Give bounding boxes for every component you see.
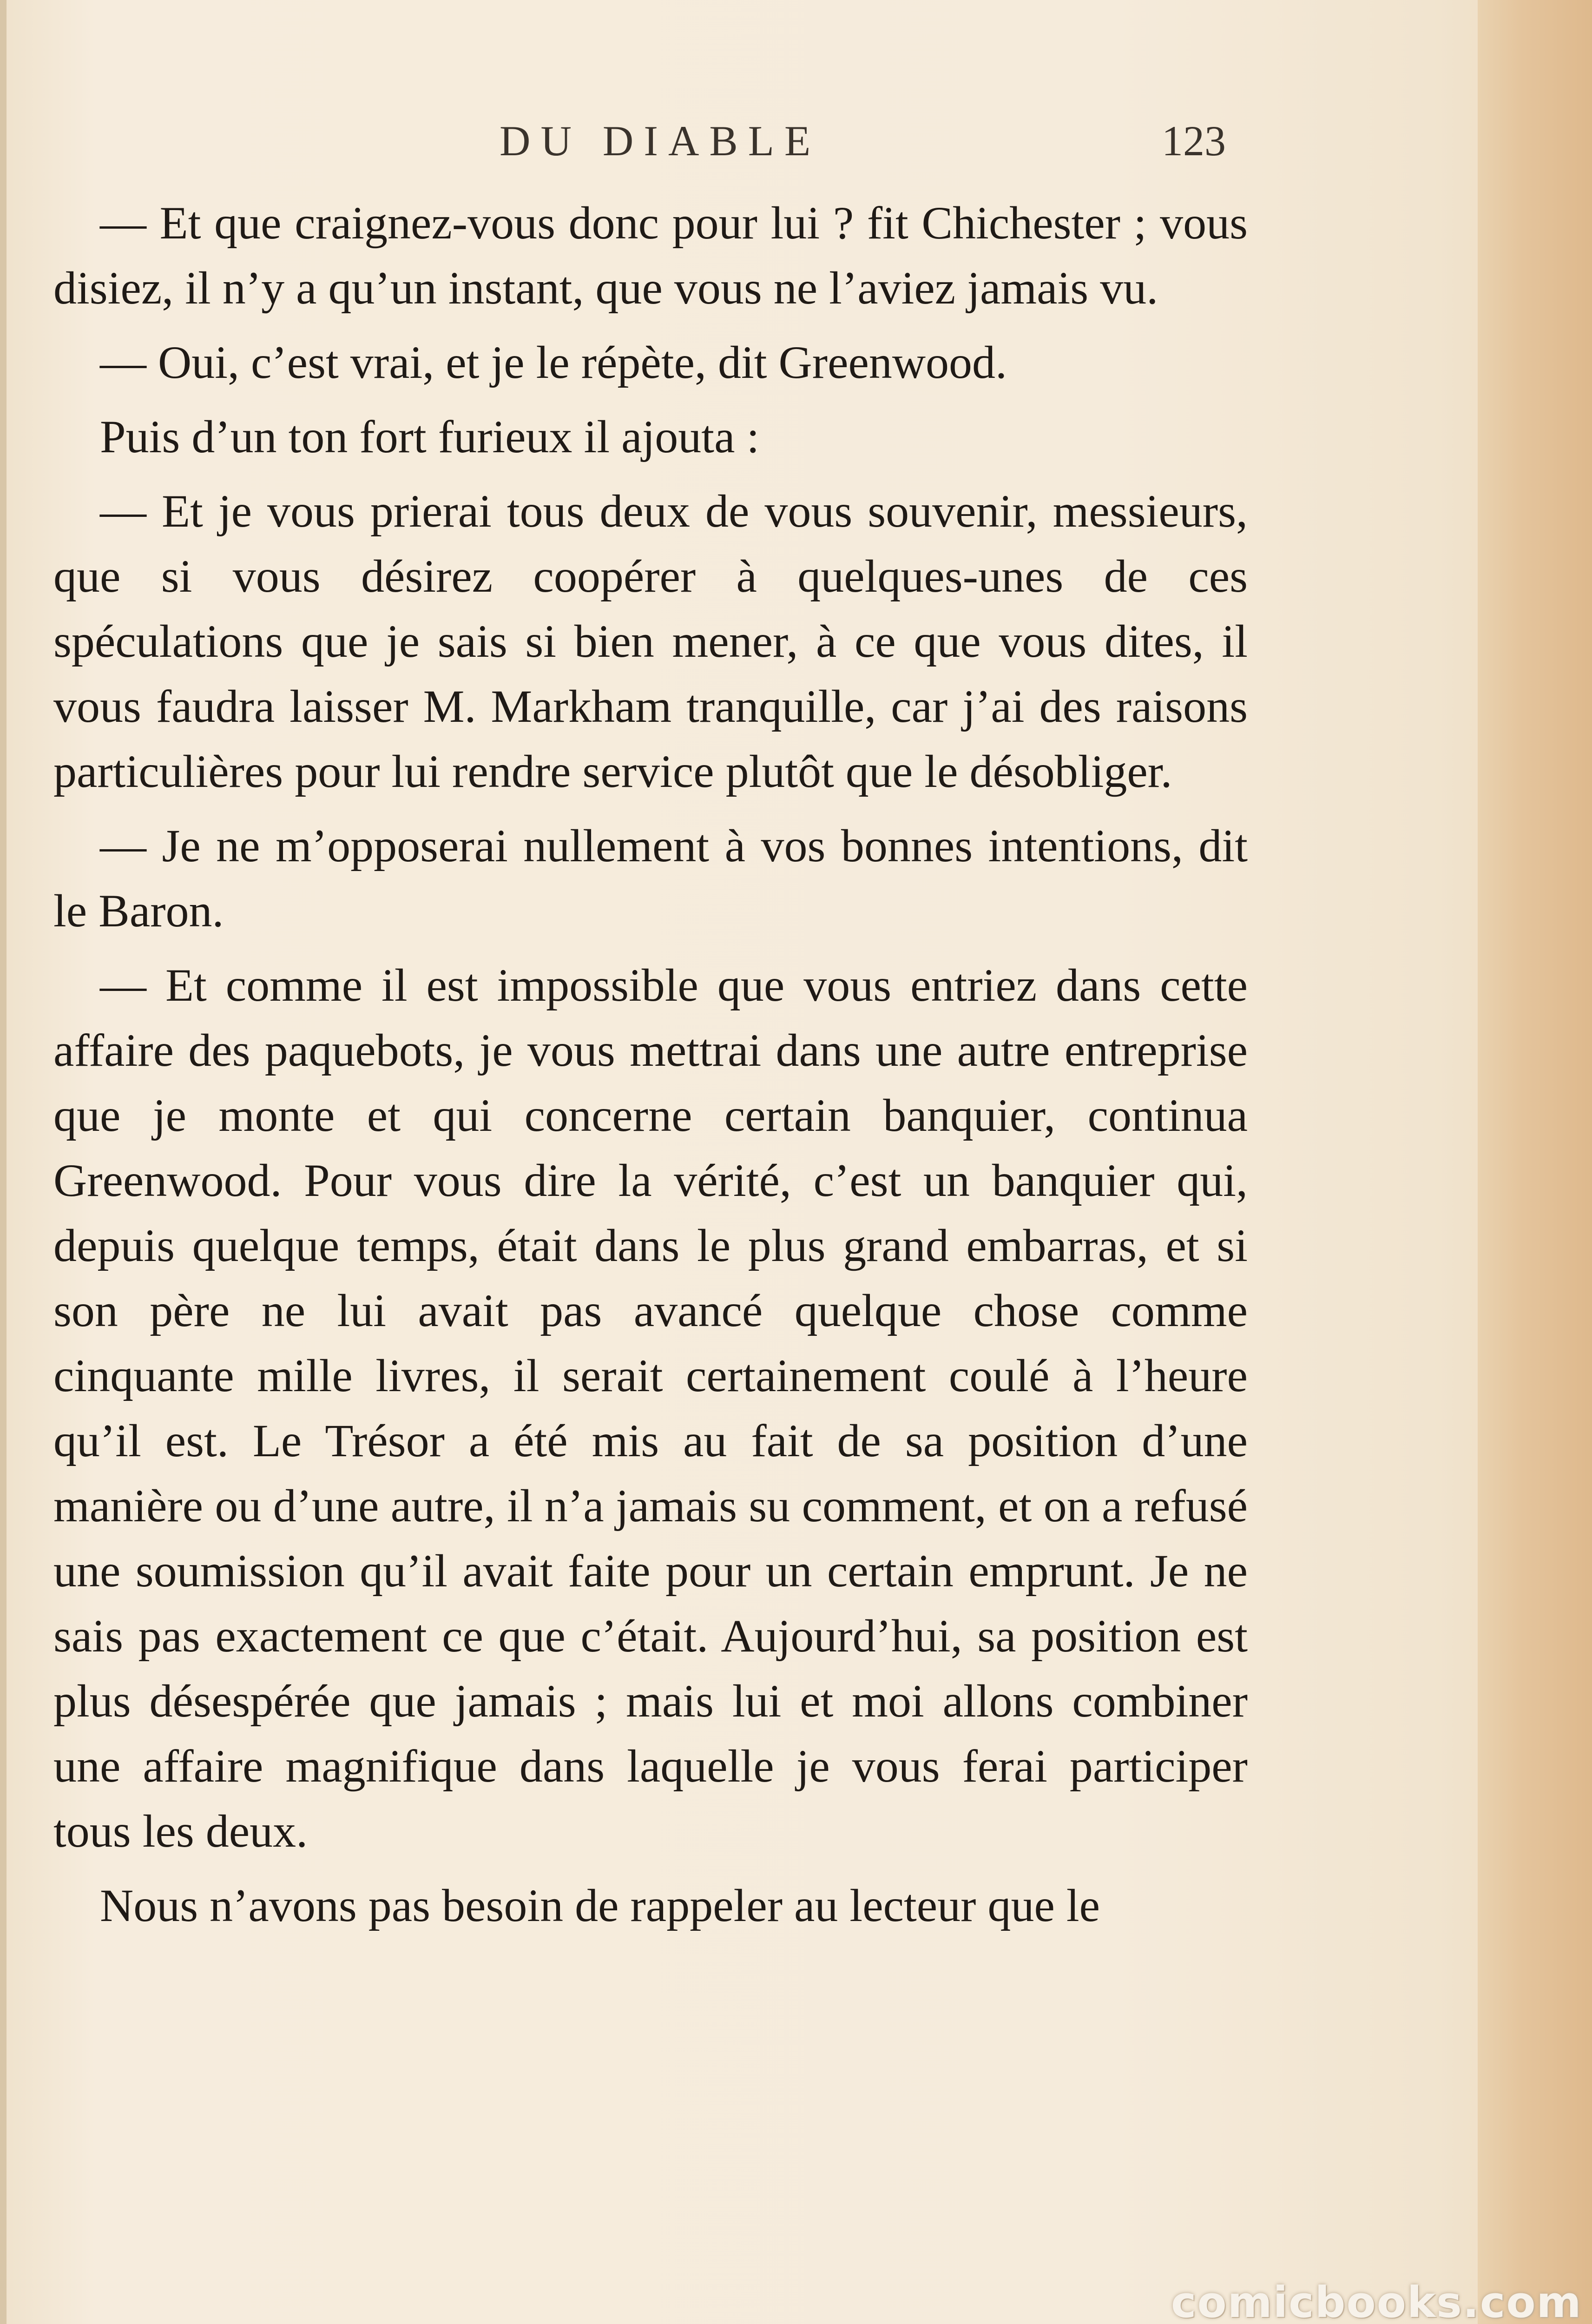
page-header xyxy=(0,116,1592,177)
watermark: comicbooks.com xyxy=(1171,2278,1582,2324)
body-text xyxy=(53,191,1248,1938)
paragraph: Puis d’un ton fort furieux il ajouta : xyxy=(100,411,760,462)
paragraph: — Et que craignez-vous donc pour lui ? fit Chichester ; vous disiez, il n’y a qu’un instant, que vous ne l’aviez jamais vu. xyxy=(53,197,1248,314)
paragraph: Nous n’avons pas besoin de rappeler au lecteur que le xyxy=(100,1880,1100,1931)
running-title: DU DIABLE xyxy=(500,117,821,165)
paragraph: — Oui, c’est vrai, et je le répète, dit Greenwood. xyxy=(100,337,1007,388)
page-fore-edge xyxy=(1478,0,1592,2324)
page-binding-edge xyxy=(0,0,7,2324)
paragraph: — Et comme il est impossible que vous entriez dans cette affaire des paquebots, je vous mettrai dans une autre entreprise que je monte et qui concerne certain banquier, continua Greenwood. Pour vous dire la vérité, c’est un banquier qui, depuis quelque temps, était dans le plus grand embarras, et si son père ne lui avait pas avancé quelque chose comme cinquante mille livres, il serait certainement coulé à l’heure qu’il est. Le Trésor a été mis au fait de sa position d’une manière ou d’une autre, il n’a jamais su comment, et on a refusé une soumission qu’il avait faite pour un certain emprunt. Je ne sais pas exactement ce que c’était. Aujourd’hui, sa position est plus désespérée que jamais ; mais lui et moi allons combiner une affaire magnifique dans laquelle je vous ferai participer tous les deux. xyxy=(53,959,1248,1857)
paragraph: — Je ne m’opposerai nullement à vos bonnes intentions, dit le Baron. xyxy=(53,820,1248,937)
page-number: 123 xyxy=(1162,117,1226,165)
paragraph: — Et je vous prierai tous deux de vous souvenir, messieurs, que si vous désirez coopérer à quelques-unes de ces spéculations que je sais si bien mener, à ce que vous dites, il vous faudra laisser M. Markham tranquille, car j’ai des raisons particulières pour lui rendre service plutôt que le désobliger. xyxy=(53,485,1248,797)
